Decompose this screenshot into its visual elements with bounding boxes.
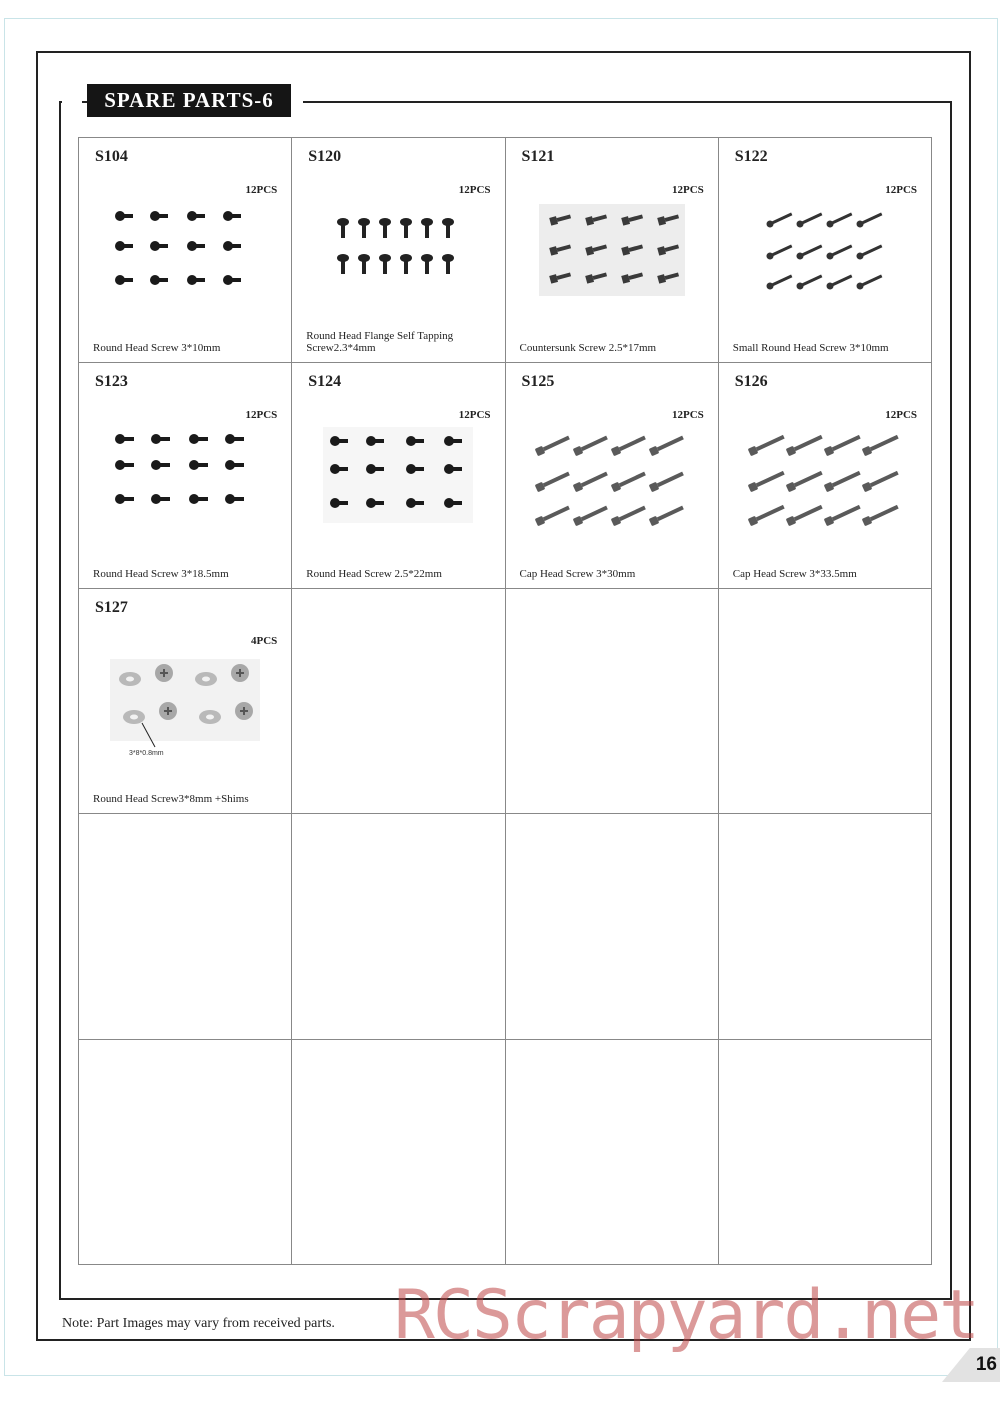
empty-cell [292, 1040, 505, 1265]
cap-head-screw-icon [719, 427, 931, 547]
part-description: Small Round Head Screw 3*10mm [732, 342, 889, 355]
part-code: S126 [734, 373, 768, 391]
part-quantity: 12PCS [671, 184, 704, 196]
part-code: S123 [95, 373, 128, 391]
part-cell-s124 [292, 363, 505, 588]
part-code: S104 [95, 148, 128, 165]
flange-screw-icon [292, 202, 504, 322]
screw-and-shim-icon [79, 653, 291, 773]
part-cell-s104 [79, 138, 292, 363]
part-description: Round Head Screw 3*18.5mm [93, 567, 229, 580]
part-cell-s123 [79, 363, 292, 588]
part-cell-s120 [292, 138, 505, 363]
empty-cell [292, 589, 505, 814]
round-head-screw-icon [292, 427, 504, 547]
empty-cell [292, 814, 505, 1039]
part-code: S120 [308, 148, 342, 165]
part-quantity: 12PCS [885, 409, 917, 422]
part-quantity: 12PCS [458, 409, 491, 422]
part-quantity: 12PCS [671, 409, 704, 422]
round-head-screw-icon [79, 427, 291, 547]
part-quantity: 12PCS [885, 184, 917, 196]
section-title: SPARE PARTS-6 [87, 84, 291, 117]
part-code: S122 [734, 148, 768, 165]
part-code: S125 [521, 373, 555, 391]
part-quantity: 12PCS [245, 184, 278, 196]
part-description: Round Head Screw 2.5*22mm [306, 567, 442, 580]
empty-cell [719, 814, 932, 1039]
cap-head-screw-icon [506, 427, 718, 547]
empty-cell [719, 1040, 932, 1265]
parts-grid [78, 137, 932, 1265]
empty-cell [79, 814, 292, 1039]
part-cell-s121 [506, 138, 719, 363]
empty-cell [79, 1040, 292, 1265]
part-cell-s122 [719, 138, 932, 363]
empty-cell [506, 589, 719, 814]
part-code: S121 [521, 148, 555, 165]
watermark: RCScrapyard.net [394, 1276, 979, 1355]
part-description: Round Head Screw 3*10mm [93, 342, 221, 355]
round-head-screw-icon [79, 202, 291, 322]
part-quantity: 12PCS [245, 409, 278, 422]
part-cell-s127 [79, 589, 292, 814]
page-number: 16 [975, 1354, 997, 1375]
small-round-head-screw-icon [719, 202, 931, 322]
empty-cell [506, 1040, 719, 1265]
part-description: Round Head Flange Self Tapping Screw2.3*4mm [306, 330, 454, 355]
part-description: Round Head Screw3*8mm +Shims [93, 793, 249, 806]
part-description: Cap Head Screw 3*30mm [519, 567, 636, 580]
shim-size-callout: 3*8*0.8mm [129, 749, 164, 757]
footer-note: Note: Part Images may vary from received parts. [62, 1316, 335, 1331]
countersunk-screw-icon [506, 202, 718, 322]
part-cell-s125 [506, 363, 719, 588]
part-quantity: 12PCS [458, 184, 491, 196]
empty-cell [719, 589, 932, 814]
part-description: Countersunk Screw 2.5*17mm [519, 342, 657, 355]
part-quantity: 4PCS [250, 634, 278, 647]
empty-cell [506, 814, 719, 1039]
part-cell-s126 [719, 363, 932, 588]
part-code: S127 [95, 598, 128, 616]
part-description: Cap Head Screw 3*33.5mm [732, 567, 857, 580]
part-code: S124 [308, 373, 342, 391]
